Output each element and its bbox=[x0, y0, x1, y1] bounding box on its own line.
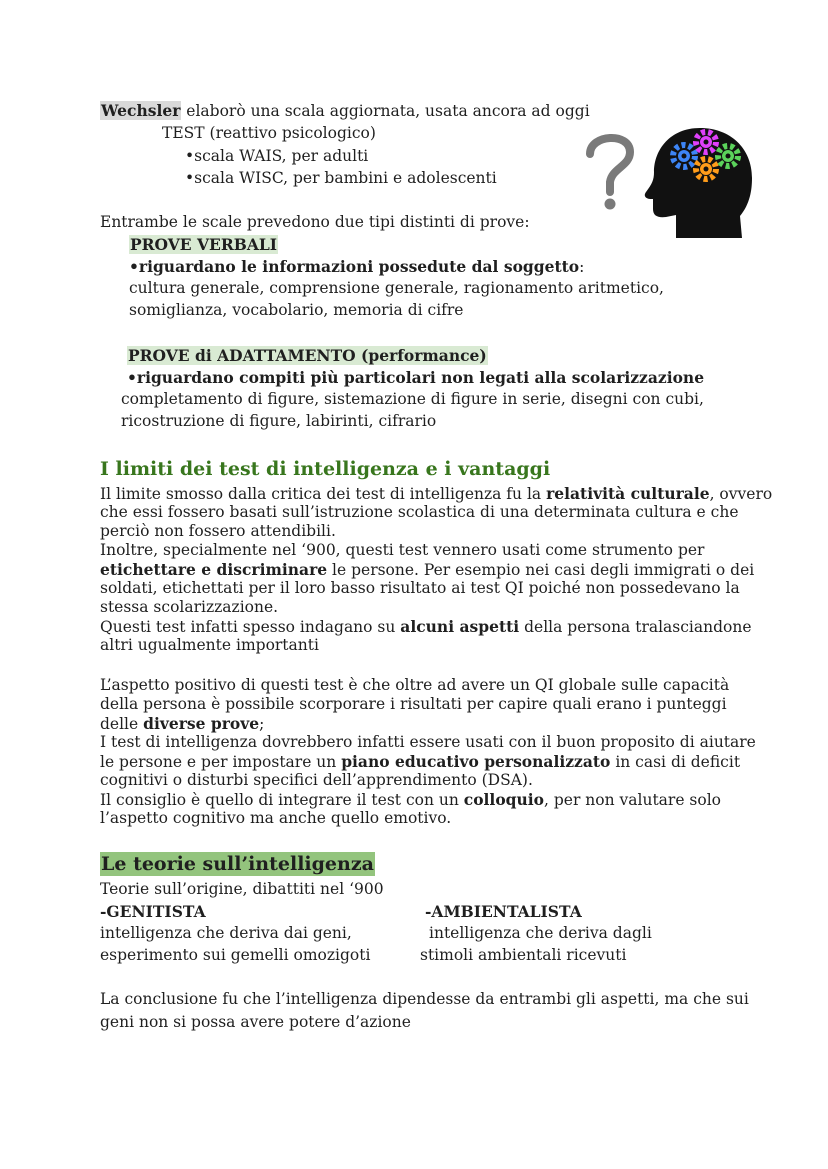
limits-p2-l7: Il consiglio è quello di integrare il test con un colloquio, per non valutare solo bbox=[100, 790, 722, 809]
limits-p1-l1: Il limite smosso dalla critica dei test di intelligenza fu la relatività culturale, ovvero bbox=[100, 484, 773, 503]
limits-p1-l2: che essi fossero basati sull’istruzione scolastica di una determinata cultura e che bbox=[100, 503, 739, 521]
limits-heading: I limiti dei test di intelligenza e i vantaggi bbox=[100, 458, 551, 480]
verbal-line-1: cultura generale, comprensione generale, ragionamento aritmetico, bbox=[129, 279, 664, 297]
verbal-bullet-line bbox=[129, 257, 584, 277]
test-label: TEST (reattivo psicologico) bbox=[162, 124, 376, 142]
theories-intro: Teorie sull’origine, dibattiti nel ‘900 bbox=[100, 880, 384, 898]
tests-intro: Entrambe le scale prevedono due tipi distinti di prove: bbox=[100, 213, 530, 231]
genitista-line-2: esperimento sui gemelli omozigoti bbox=[100, 946, 371, 964]
performance-bullet: •riguardano compiti più particolari non legati alla scolarizzazione bbox=[127, 368, 705, 387]
limits-p1-l4: Inoltre, specialmente nel ‘900, questi test vennero usati come strumento per bbox=[100, 541, 705, 559]
ambientalista-line-2: stimoli ambientali ricevuti bbox=[420, 946, 627, 964]
verbal-line-2: somiglianza, vocabolario, memoria di cifre bbox=[129, 301, 464, 319]
ambientalista-line-1: intelligenza che deriva dagli bbox=[429, 924, 652, 942]
ambientalista-title: -AMBIENTALISTA bbox=[425, 902, 582, 921]
limits-p2-l8: l’aspetto cognitivo ma anche quello emotivo. bbox=[100, 809, 452, 827]
genitista-line-1: intelligenza che deriva dai geni, bbox=[100, 924, 352, 942]
intro-line bbox=[100, 101, 590, 121]
limits-p2-l3: delle diverse prove; bbox=[100, 714, 265, 733]
limits-p2-l6: cognitivi o disturbi specifici dell’apprendimento (DSA). bbox=[100, 771, 533, 789]
limits-p1-l7: stessa scolarizzazione. bbox=[100, 598, 279, 616]
wisc-item: •scala WISC, per bambini e adolescenti bbox=[185, 169, 497, 187]
limits-p2-l5: le persone e per impostare un piano educativo personalizzato in casi di deficit bbox=[100, 752, 741, 771]
performance-line-2: ricostruzione di figure, labirinti, cifrario bbox=[121, 412, 437, 430]
wechsler-name: Wechsler bbox=[101, 101, 181, 120]
limits-p2-l4: I test di intelligenza dovrebbero infatti essere usati con il buon proposito di aiutare bbox=[100, 733, 756, 751]
wais-item: •scala WAIS, per adulti bbox=[185, 147, 369, 165]
limits-p1-l6: soldati, etichettati per il loro basso risultato ai test QI poiché non possedevano la bbox=[100, 579, 740, 597]
limits-p2-l1: L’aspetto positivo di questi test è che oltre ad avere un QI globale sulle capacità bbox=[100, 676, 730, 694]
question-mark-icon bbox=[590, 138, 630, 210]
thinking-head-illustration bbox=[582, 126, 754, 240]
verbal-bullet: •riguardano le informazioni possedute dal soggetto bbox=[129, 257, 580, 276]
limits-p1-l5: etichettare e discriminare le persone. Per esempio nei casi degli immigrati o dei bbox=[100, 560, 755, 579]
verbal-title: PROVE VERBALI bbox=[130, 235, 278, 254]
limits-p1-l8: Questi test infatti spesso indagano su alcuni aspetti della persona tralasciandone bbox=[100, 617, 752, 636]
limits-p1-l3: perciò non fossero attendibili. bbox=[100, 522, 336, 540]
limits-p2-l2: della persona è possibile scorporare i risultati per capire quali erano i punteggi bbox=[100, 695, 727, 713]
performance-title: PROVE di ADATTAMENTO (performance) bbox=[128, 346, 487, 365]
head-gears-icon bbox=[645, 128, 752, 238]
intro-text: elaborò una scala aggiornata, usata ancora ad oggi bbox=[181, 102, 590, 120]
limits-p1-l9: altri ugualmente importanti bbox=[100, 636, 319, 654]
verbal-colon: : bbox=[579, 258, 585, 276]
genitista-title: -GENITISTA bbox=[100, 902, 206, 921]
conclusion-line-2: geni non si possa avere potere d’azione bbox=[100, 1013, 411, 1031]
conclusion-line-1: La conclusione fu che l’intelligenza dipendesse da entrambi gli aspetti, ma che sui bbox=[100, 990, 749, 1008]
theories-heading: Le teorie sull’intelligenza bbox=[101, 853, 374, 875]
performance-line-1: completamento di figure, sistemazione di figure in serie, disegni con cubi, bbox=[121, 390, 704, 408]
